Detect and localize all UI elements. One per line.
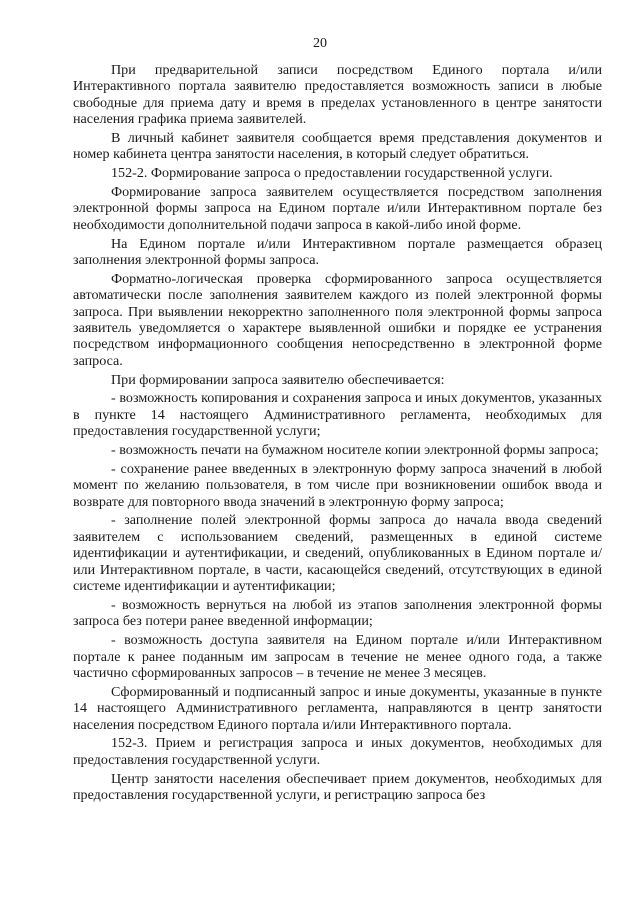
- paragraph: При формировании запроса заявителю обеспечивается:: [111, 371, 445, 388]
- list-item: - сохранение ранее введенных в электронную форму запроса значений в любой момент по желанию пользователя, в том числе при возникновении ошибок ввода и возврате для повторного ввода значений в электронную форму запроса;: [73, 460, 602, 510]
- list-item: - возможность доступа заявителя на Едином портале и/или Интерактивном портале к ранее поданным им запросам в течение не менее одного года, а также частично сформированных запросов – в течение не менее 3 месяцев.: [73, 632, 602, 681]
- paragraph: Форматно-логическая проверка сформированного запроса осуществляется автоматически после заполнения заявителем каждого из полей электронной формы запроса. При выявлении некорректно заполненного поля электронной формы запроса заявитель уведомляется о характере выявленной ошибки и порядке ее устранения посредством информационного сообщения непосредственно в электронной форме запроса.: [73, 270, 602, 369]
- list-item: - заполнение полей электронной формы запроса до начала ввода сведений заявителем с использованием сведений, размещенных в единой системе идентификации и аутентификации, и сведений, опубликованных в Едином портале и/или Интерактивном портале, в части, касающейся сведений, отсутствующих в единой системе идентификации и аутентификации;: [73, 512, 602, 595]
- document-body: [73, 62, 602, 806]
- paragraph: При предварительной записи посредством Единого портала и/или Интерактивного портала заявителю предоставляется возможность записи в любые свободные для приема дату и время в пределах установленного в центре занятости населения графика приема заявителей.: [73, 62, 602, 128]
- section-heading: 152-3. Прием и регистрация запроса и иных документов, необходимых для предоставления государственной услуги.: [73, 735, 602, 768]
- paragraph: Сформированный и подписанный запрос и иные документы, указанные в пункте 14 настоящего Административного регламента, направляются в центр занятости населения посредством Единого портала и/или Интерактивного портала.: [73, 683, 602, 733]
- section-heading: 152-2. Формирование запроса о предоставлении государственной услуги.: [111, 165, 553, 182]
- paragraph: Центр занятости населения обеспечивает прием документов, необходимых для предоставления государственной услуги, и регистрацию запроса без: [73, 770, 602, 803]
- paragraph: На Едином портале и/или Интерактивном портале размещается образец заполнения электронной формы запроса.: [73, 235, 602, 269]
- list-item: - возможность копирования и сохранения запроса и иных документов, указанных в пункте 14 настоящего Административного регламента, необходимых для предоставления государственной услуги;: [73, 390, 602, 440]
- page-number: 20: [313, 36, 327, 51]
- paragraph: В личный кабинет заявителя сообщается время представления документов и номер кабинета центра занятости населения, в который следует обратиться.: [73, 130, 602, 163]
- list-item: - возможность вернуться на любой из этапов заполнения электронной формы запроса без потери ранее введенной информации;: [73, 596, 602, 630]
- paragraph: Формирование запроса заявителем осуществляется посредством заполнения электронной формы запроса на Едином портале и/или Интерактивном портале без необходимости дополнительной подачи запроса в какой-либо иной форме.: [73, 184, 602, 233]
- list-item: - возможность печати на бумажном носителе копии электронной формы запроса;: [111, 442, 599, 459]
